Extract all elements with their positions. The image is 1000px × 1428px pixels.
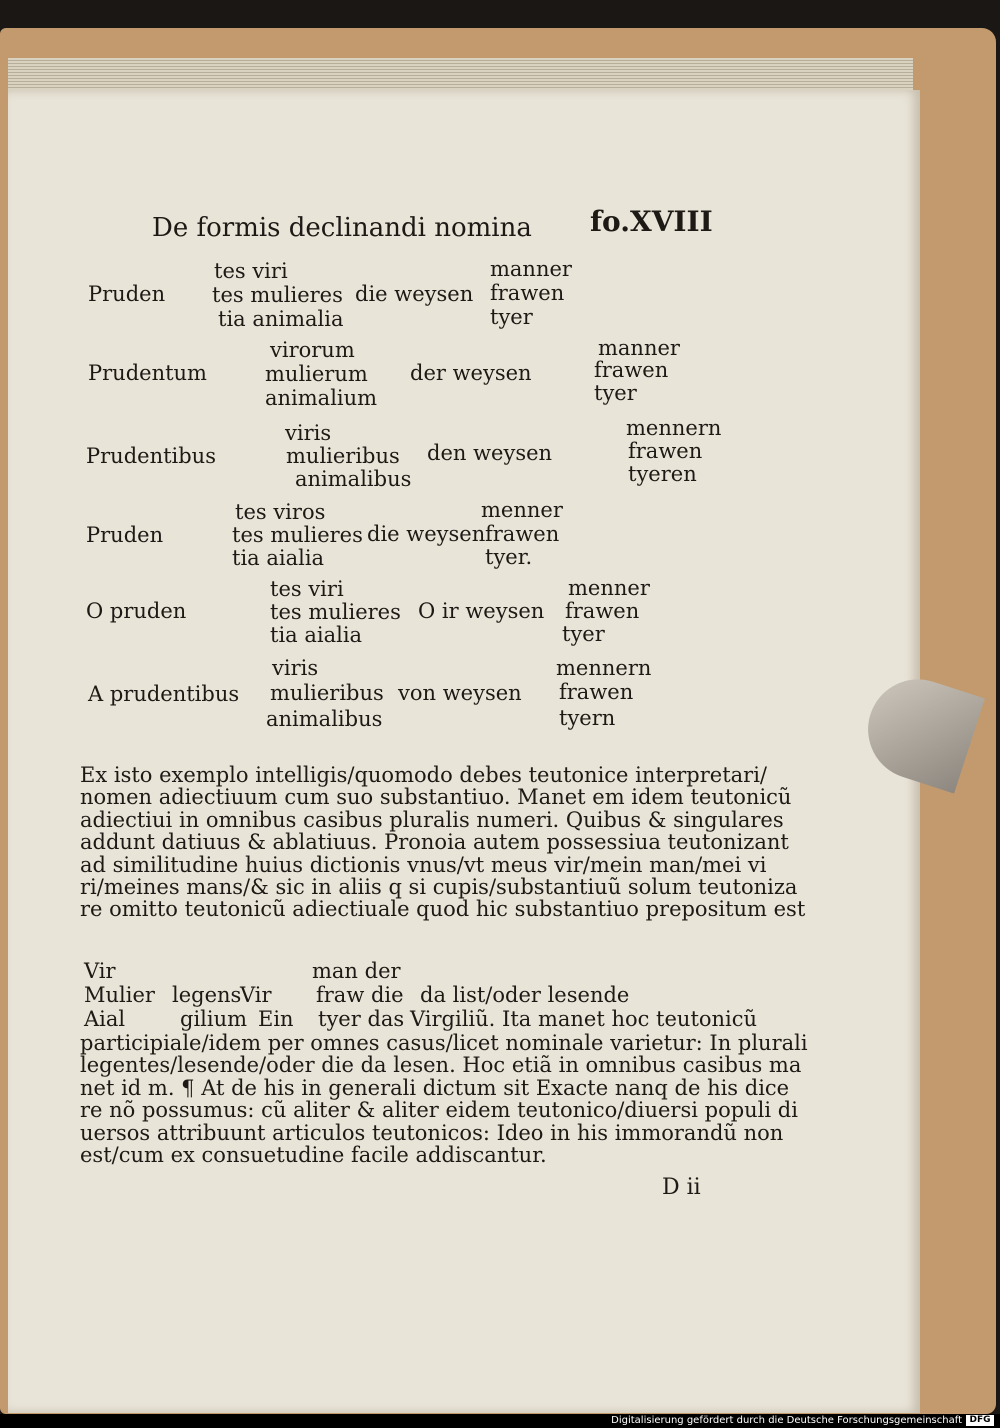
german-noun: frawen bbox=[485, 522, 560, 546]
german-noun: frawen bbox=[628, 439, 703, 463]
german-article: der weysen bbox=[410, 361, 532, 385]
german-gloss: da list/oder lesende bbox=[420, 983, 630, 1007]
german-noun: manner bbox=[598, 336, 680, 360]
german-noun: menner bbox=[481, 498, 563, 522]
case-label: Pruden bbox=[86, 523, 164, 547]
case-label: Prudentibus bbox=[86, 444, 216, 468]
latin-form: virorum bbox=[270, 338, 355, 362]
german-noun: mennern bbox=[556, 656, 652, 680]
signature-mark: D ii bbox=[662, 1175, 701, 1200]
noun: Vir bbox=[84, 959, 116, 983]
text-line: re omitto teutonicũ adiectiuale quod hic substantiuo prepositum est bbox=[80, 897, 806, 922]
noun: Mulier bbox=[84, 983, 155, 1007]
folio-number: fo.XVIII bbox=[590, 205, 713, 238]
text-line: ri/meines mans/& sic in aliis q si cupis/substantiuũ solum teutoniza bbox=[80, 875, 798, 900]
latin-form: tia animalia bbox=[218, 307, 344, 331]
body-paragraph bbox=[80, 1032, 808, 1166]
text-line: nomen adiectiuum cum suo substantiuo. Manet em idem teutonicũ bbox=[80, 785, 792, 810]
case-label: O pruden bbox=[86, 599, 187, 623]
latin-form: viris bbox=[285, 421, 332, 445]
german-noun: menner bbox=[568, 576, 650, 600]
german-noun: tyeren bbox=[628, 462, 697, 486]
latin-form: animalibus bbox=[295, 467, 412, 491]
german-noun: frawen bbox=[565, 599, 640, 623]
text-line: net id m. ¶ At de his in generali dictum sit Exacte nanq de his dice bbox=[80, 1075, 790, 1100]
german-article: den weysen bbox=[427, 441, 553, 465]
text-line: addunt datiuus & ablatiuus. Pronoia autem possessiua teutonizant bbox=[80, 830, 789, 855]
latin-form: tes viri bbox=[214, 259, 288, 283]
text-line: est/cum ex consuetudine facile addiscantur. bbox=[80, 1143, 547, 1168]
latin-form: tes viros bbox=[235, 500, 326, 524]
case-label: Prudentum bbox=[88, 361, 207, 385]
text-line: Ex isto exemplo intelligis/quomodo debes teutonice interpretari/ bbox=[80, 763, 768, 787]
german-gloss: tyer das bbox=[318, 1007, 405, 1031]
noun: Aial bbox=[84, 1007, 126, 1031]
latin-form: mulieribus bbox=[270, 681, 384, 705]
german-article: die weysen bbox=[355, 282, 474, 306]
latin-form: tia aialia bbox=[232, 546, 325, 570]
latin-form: tes mulieres bbox=[270, 600, 401, 624]
latin-form: tia aialia bbox=[270, 623, 363, 647]
body-paragraph bbox=[80, 764, 805, 921]
text-line: legentes/lesende/oder die da lesen. Hoc etiã in omnibus casibus ma bbox=[80, 1053, 802, 1078]
german-article: von weysen bbox=[398, 681, 522, 705]
german-noun: manner bbox=[490, 257, 572, 281]
text-line: Virgiliũ. Ita manet hoc teutonicũ bbox=[410, 1007, 758, 1031]
latin-form: mulieribus bbox=[286, 444, 400, 468]
case-label: A prudentibus bbox=[88, 682, 240, 706]
latin-form: tes mulieres bbox=[212, 283, 343, 307]
case-label: Pruden bbox=[88, 282, 166, 306]
latin-form: mulierum bbox=[265, 362, 368, 386]
latin-form: tes mulieres bbox=[232, 523, 363, 547]
object-word: gilium bbox=[180, 1007, 248, 1031]
text-line: adiectiui in omnibus casibus pluralis numeri. Quibus & singulares bbox=[80, 807, 784, 832]
text-line: uersos attribuunt articulos teutonicos: Ideo in his immorandũ non bbox=[80, 1120, 784, 1145]
german-noun: frawen bbox=[490, 281, 565, 305]
footer-credit: Digitalisierung gefördert durch die Deutsche Forschungsgemeinschaft bbox=[611, 1415, 962, 1426]
german-gloss: fraw die bbox=[316, 983, 404, 1007]
object-word: Ein bbox=[258, 1007, 294, 1031]
german-gloss: man der bbox=[312, 959, 401, 983]
german-noun: tyer bbox=[490, 305, 533, 329]
german-noun: tyer bbox=[594, 381, 637, 405]
running-title: De formis declinandi nomina bbox=[152, 213, 532, 243]
object-word: Vir bbox=[240, 983, 272, 1007]
latin-form: animalibus bbox=[266, 707, 383, 731]
german-article: die weysen bbox=[367, 522, 486, 546]
dfg-logo: DFG bbox=[966, 1415, 994, 1426]
participle: legens bbox=[172, 983, 242, 1007]
german-noun: frawen bbox=[594, 358, 669, 382]
german-noun: tyer. bbox=[485, 545, 533, 569]
german-noun: mennern bbox=[626, 416, 722, 440]
german-article: O ir weysen bbox=[418, 599, 545, 623]
german-noun: tyern bbox=[559, 706, 616, 730]
text-line: re nõ possumus: cũ aliter & aliter eidem teutonico/diuersi populi di bbox=[80, 1098, 798, 1123]
german-noun: tyer bbox=[562, 622, 605, 646]
latin-form: tes viri bbox=[270, 577, 344, 601]
latin-form: viris bbox=[272, 656, 319, 680]
text-line: ad similitudine huius dictionis vnus/vt meus vir/mein man/mei vi bbox=[80, 852, 767, 877]
text-line: participiale/idem per omnes casus/licet nominale varietur: In plurali bbox=[80, 1031, 808, 1055]
german-noun: frawen bbox=[559, 680, 634, 704]
latin-form: animalium bbox=[265, 386, 378, 410]
